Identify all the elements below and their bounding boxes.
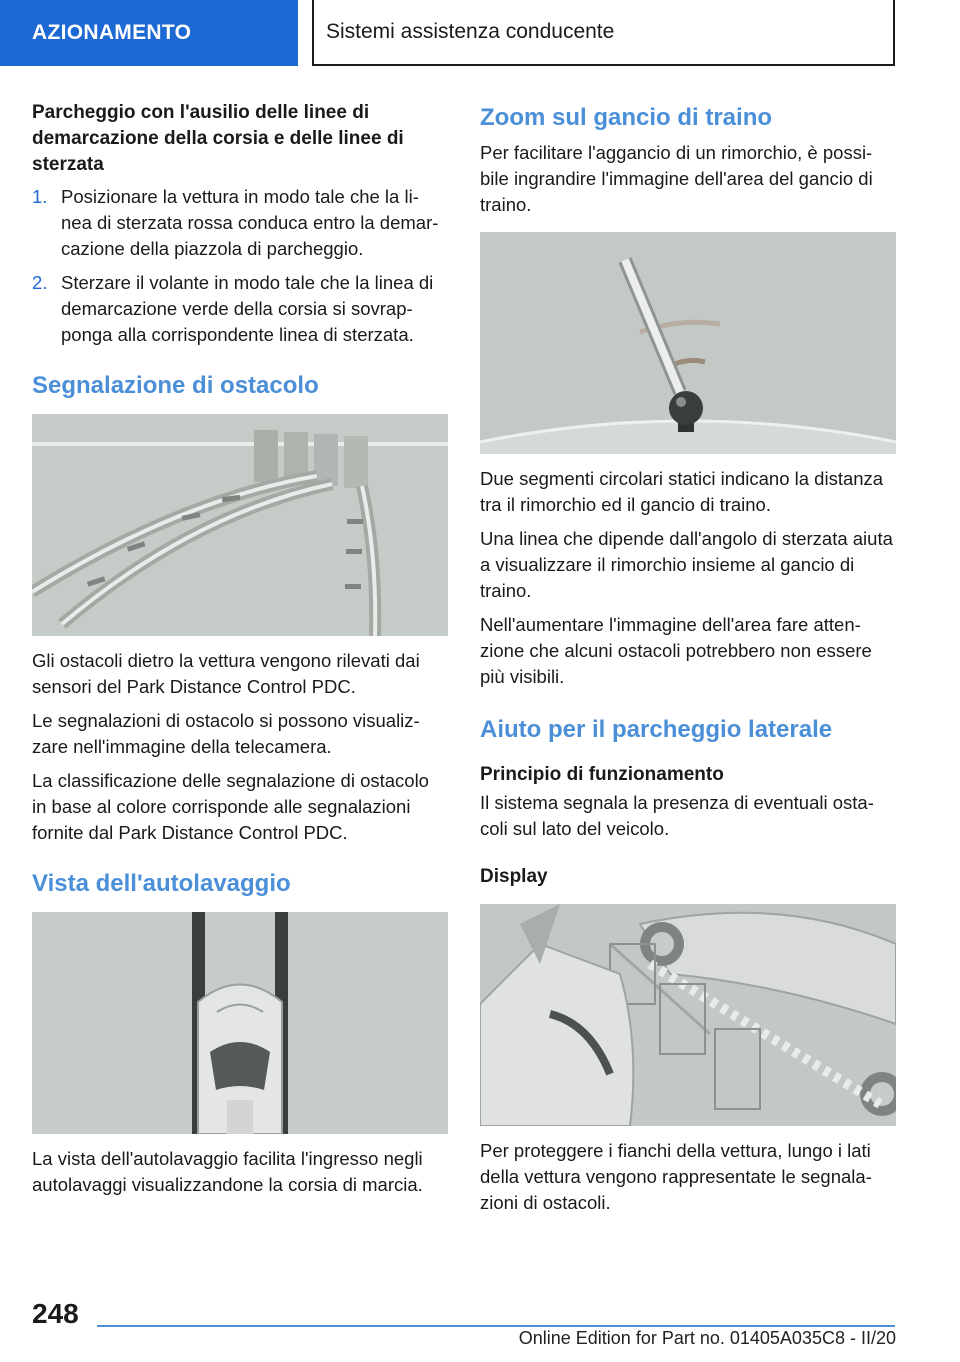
zoom-paragraph-3: Una linea che dipende dall'angolo di sterzata aiuta a visualizzare il rimorchio insieme al gancio di traino. [480, 528, 893, 601]
step-number: 2. [32, 272, 48, 293]
obstacle-camera-figure [32, 414, 448, 636]
zoom-heading: Zoom sul gancio di traino [480, 104, 773, 131]
zoom-paragraph-1: Per facilitare l'aggancio di un rimorchio, è possi‐ bile ingrandire l'immagine dell'area del gancio di traino. [480, 142, 873, 215]
principle-paragraph: Il sistema segnala la presenza di eventuali osta‐ coli sul lato del veicolo. [480, 792, 874, 839]
zoom-paragraph-2: Due segmenti circolari statici indicano la distanza tra il rimorchio ed il gancio di traino. [480, 468, 884, 515]
footer-divider [97, 1325, 895, 1327]
step-text: Sterzare il volante in modo tale che la linea di demarcazione verde della corsia si sovrap‐ ponga alla corrispondente linea di sterzata. [61, 272, 434, 345]
obstacle-paragraph-3: La classificazione delle segnalazione di ostacolo in base al colore corrisponde alle segnalazioni fornite dal Park Distance Control PDC. [32, 770, 429, 843]
step-item [32, 270, 448, 348]
principle-subheading: Principio di funzionamento [480, 764, 724, 785]
chapter-title-box [312, 0, 895, 66]
obstacle-heading: Segnalazione di ostacolo [32, 372, 319, 399]
display-paragraph: Per proteggere i fianchi della vettura, lungo i lati della vettura vengono rappresentate le segnala‐ zioni di ostacoli. [480, 1140, 872, 1213]
towbar-zoom-figure [480, 232, 896, 454]
chapter-title: Sistemi assistenza conducente [326, 20, 615, 43]
obstacle-paragraph-2: Le segnalazioni di ostacolo si possono visualiz‐ zare nell'immagine della telecamera. [32, 710, 420, 757]
page-number: 248 [32, 1298, 79, 1329]
right-column [480, 100, 896, 1224]
zoom-paragraph-4: Nell'aumentare l'immagine dell'area fare atten‐ zione che alcuni ostacoli potrebbero non essere più visibili. [480, 614, 872, 687]
side-view-figure [480, 904, 896, 1126]
display-subheading: Display [480, 866, 548, 887]
obstacle-paragraph-1: Gli ostacoli dietro la vettura vengono rilevati dai sensori del Park Distance Control PDC. [32, 650, 420, 697]
section-label: AZIONAMENTO [32, 21, 192, 44]
left-column [32, 100, 448, 1206]
carwash-paragraph: La vista dell'autolavaggio facilita l'ingresso negli autolavaggi visualizzandone la corsia di marcia. [32, 1148, 423, 1195]
parking-steps [32, 184, 448, 348]
parking-heading: Parcheggio con l'ausilio delle linee di demarcazione della corsia e delle linee di sterzata [32, 102, 404, 175]
edition-note: Online Edition for Part no. 01405A035C8 - II/20 [518, 1328, 896, 1348]
step-number: 1. [32, 186, 48, 207]
carwash-heading: Vista dell'autolavaggio [32, 870, 291, 897]
towbar-zoom-illustration [480, 232, 896, 454]
step-text: Posizionare la vettura in modo tale che la li‐ nea di sterzata rossa conduca entro la demar‐ cazione della piazzola di parcheggio. [61, 186, 439, 259]
carwash-figure [32, 912, 448, 1134]
obstacle-camera-illustration [32, 414, 448, 636]
carwash-illustration [32, 912, 448, 1134]
section-tab [0, 0, 298, 66]
side-parking-heading: Aiuto per il parcheggio laterale [480, 716, 833, 743]
side-view-illustration [480, 904, 896, 1126]
step-item [32, 184, 448, 262]
